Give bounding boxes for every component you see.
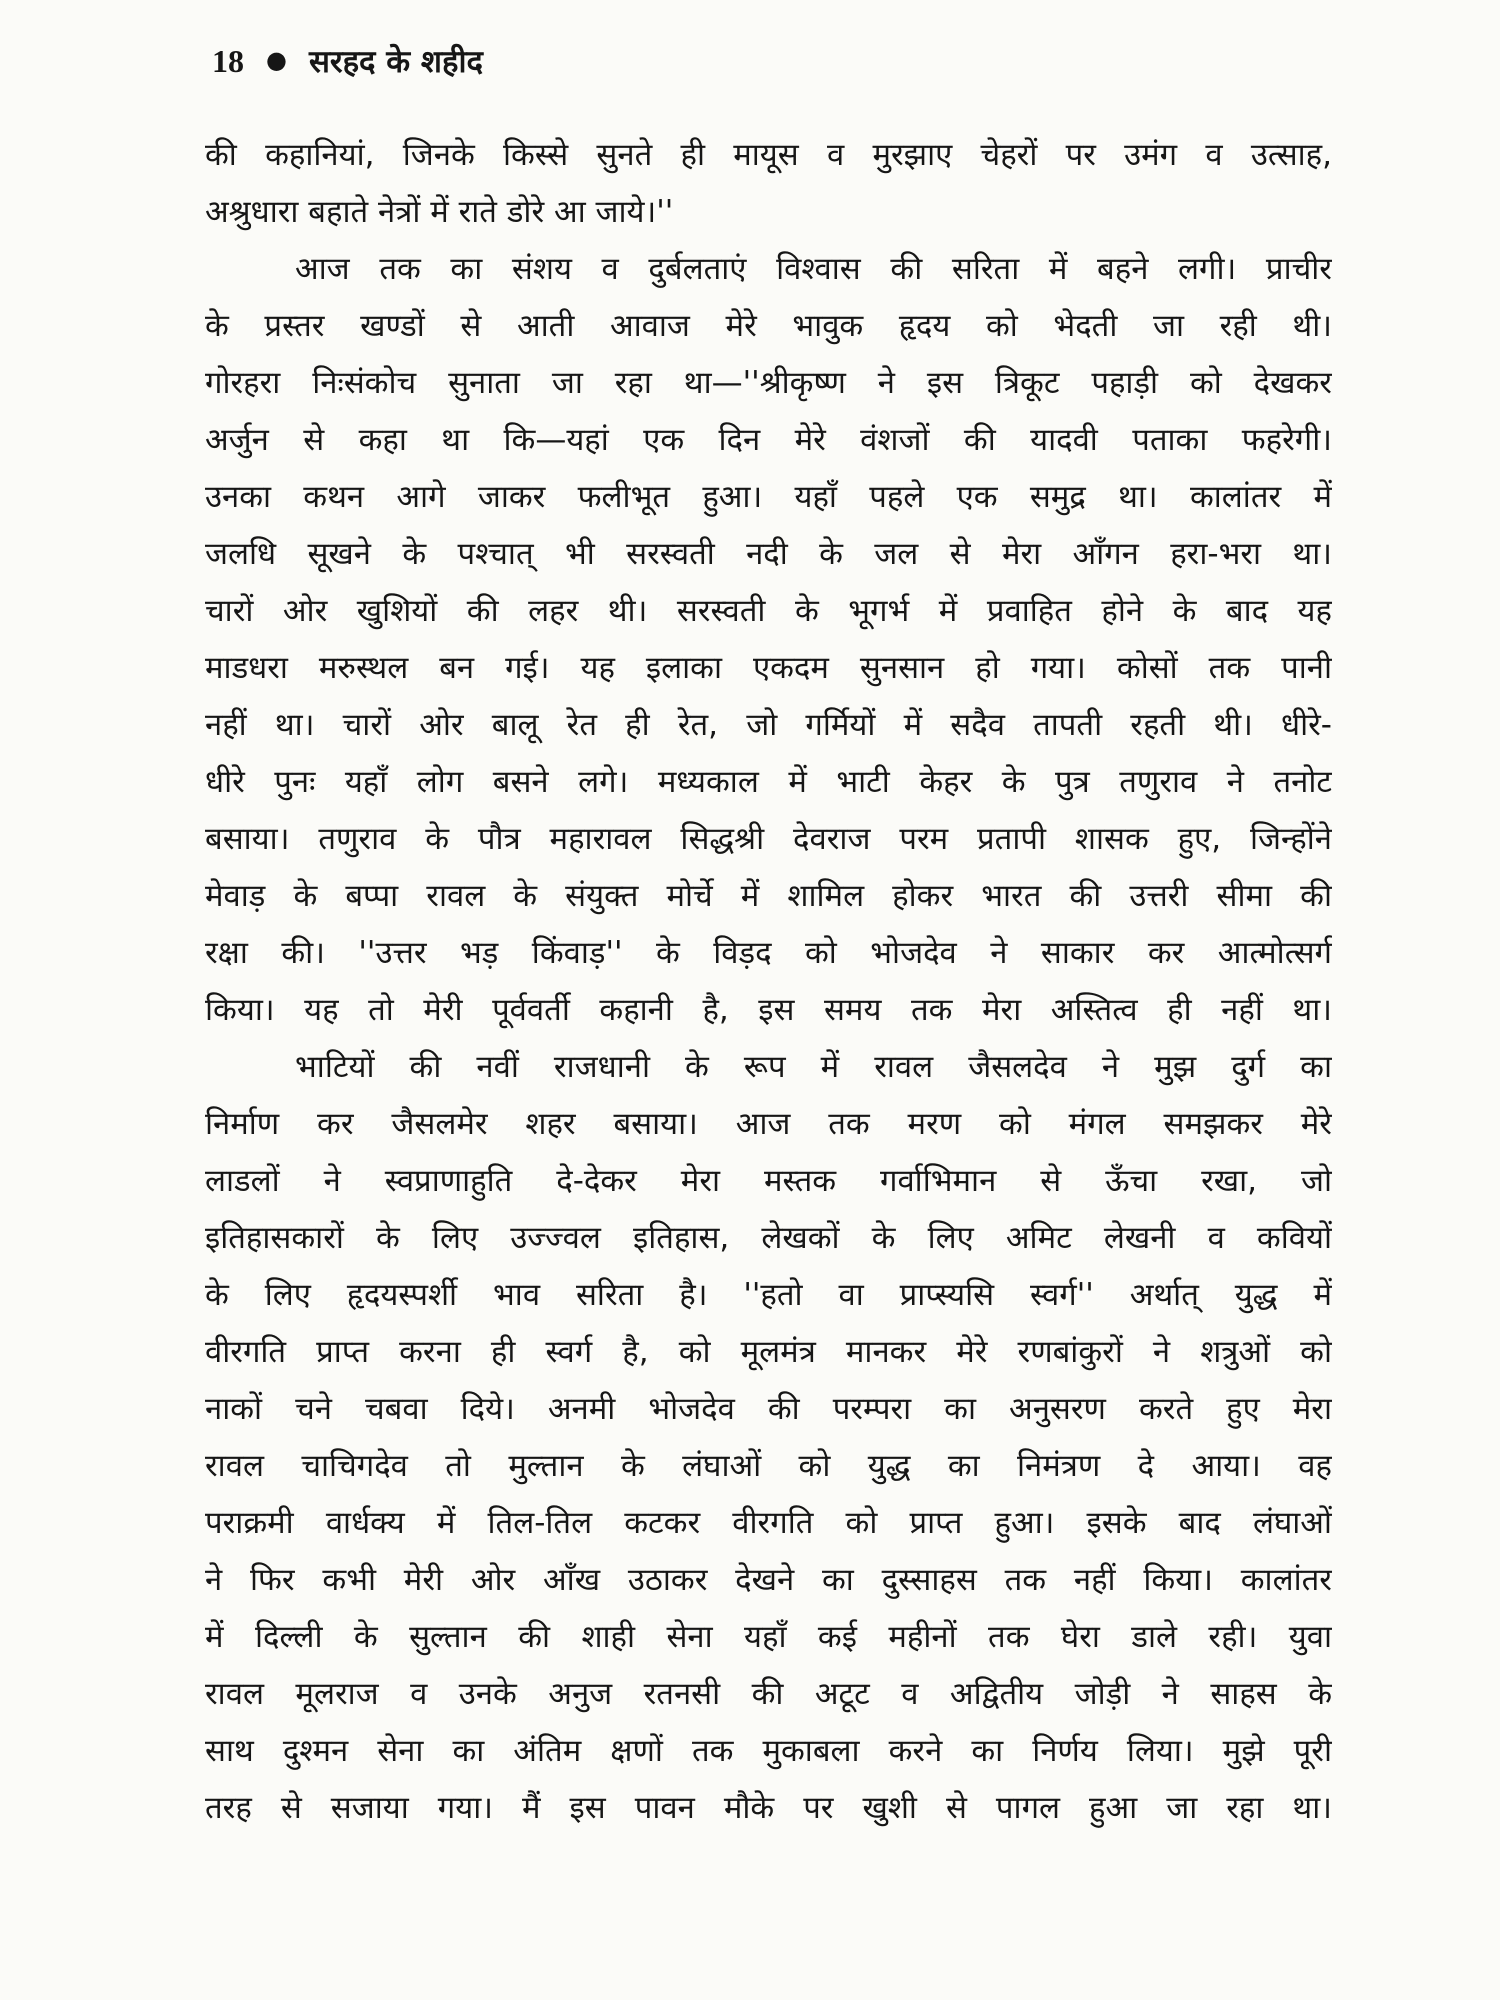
text-line: बसाया। तणुराव के पौत्र महारावल सिद्धश्री देवराज परम प्रतापी शासक हुए, जिन्होंने xyxy=(205,821,1332,857)
text-line: साथ दुश्मन सेना का अंतिम क्षणों तक मुकाबला करने का निर्णय लिया। मुझे पूरी xyxy=(205,1733,1332,1769)
text-line: मेवाड़ के बप्पा रावल के संयुक्त मोर्चे में शामिल होकर भारत की उत्तरी सीमा की xyxy=(205,878,1332,914)
text-line: चारों ओर खुशियों की लहर थी। सरस्वती के भूगर्भ में प्रवाहित होने के बाद यह xyxy=(205,593,1332,629)
text-line: उनका कथन आगे जाकर फलीभूत हुआ। यहाँ पहले एक समुद्र था। कालांतर में xyxy=(205,479,1332,515)
text-line: नहीं था। चारों ओर बालू रेत ही रेत, जो गर्मियों में सदैव तापती रहती थी। धीरे- xyxy=(205,707,1332,743)
book-title: सरहद के शहीद xyxy=(308,44,483,80)
text-line: माडधरा मरुस्थल बन गई। यह इलाका एकदम सुनसान हो गया। कोसों तक पानी xyxy=(205,650,1332,686)
text-line: के लिए हृदयस्पर्शी भाव सरिता है। ''हतो वा प्राप्स्यसि स्वर्ग'' अर्थात् युद्ध में xyxy=(205,1277,1332,1313)
text-line: अर्जुन से कहा था कि—यहां एक दिन मेरे वंशजों की यादवी पताका फहरेगी। xyxy=(205,422,1332,458)
text-line: रावल मूलराज व उनके अनुज रतनसी की अटूट व अद्वितीय जोड़ी ने साहस के xyxy=(205,1676,1332,1712)
text-line: नाकों चने चबवा दिये। अनमी भोजदेव की परम्परा का अनुसरण करते हुए मेरा xyxy=(205,1391,1332,1427)
text-line: तरह से सजाया गया। मैं इस पावन मौके पर खुशी से पागल हुआ जा रहा था। xyxy=(205,1790,1332,1826)
text-line: वीरगति प्राप्त करना ही स्वर्ग है, को मूलमंत्र मानकर मेरे रणबांकुरों ने शत्रुओं को xyxy=(205,1334,1332,1370)
text-line: इतिहासकारों के लिए उज्ज्वल इतिहास, लेखकों के लिए अमिट लेखनी व कवियों xyxy=(205,1220,1332,1256)
header-bullet: ● xyxy=(266,46,287,74)
text-line: धीरे पुनः यहाँ लोग बसने लगे। मध्यकाल में भाटी केहर के पुत्र तणुराव ने तनोट xyxy=(205,764,1332,800)
text-line: के प्रस्तर खण्डों से आती आवाज मेरे भावुक हृदय को भेदती जा रही थी। xyxy=(205,308,1332,344)
text-line: में दिल्ली के सुल्तान की शाही सेना यहाँ कई महीनों तक घेरा डाले रही। युवा xyxy=(205,1619,1332,1655)
text-line: अश्रुधारा बहाते नेत्रों में राते डोरे आ जाये।'' xyxy=(205,194,674,230)
text-line: गोरहरा निःसंकोच सुनाता जा रहा था—''श्रीकृष्ण ने इस त्रिकूट पहाड़ी को देखकर xyxy=(205,365,1332,401)
text-line: की कहानियां, जिनके किस्से सुनते ही मायूस व मुरझाए चेहरों पर उमंग व उत्साह, xyxy=(205,137,1332,173)
text-line: निर्माण कर जैसलमेर शहर बसाया। आज तक मरण को मंगल समझकर मेरे xyxy=(205,1106,1332,1142)
body-text xyxy=(205,127,1332,1837)
text-line: किया। यह तो मेरी पूर्ववर्ती कहानी है, इस समय तक मेरा अस्तित्व ही नहीं था। xyxy=(205,992,1332,1028)
paragraph-start-line: भाटियों की नवीं राजधानी के रूप में रावल जैसलदेव ने मुझ दुर्ग का xyxy=(295,1049,1332,1085)
page-number: 18 xyxy=(212,42,244,79)
text-line: ने फिर कभी मेरी ओर आँख उठाकर देखने का दुस्साहस तक नहीं किया। कालांतर xyxy=(205,1562,1332,1598)
text-line: पराक्रमी वार्धक्य में तिल-तिल कटकर वीरगति को प्राप्त हुआ। इसके बाद लंघाओं xyxy=(205,1505,1332,1541)
text-line: रावल चाचिगदेव तो मुल्तान के लंघाओं को युद्ध का निमंत्रण दे आया। वह xyxy=(205,1448,1332,1484)
text-line: रक्षा की। ''उत्तर भड़ किंवाड़'' के विड़द को भोजदेव ने साकार कर आत्मोत्सर्ग xyxy=(205,935,1332,971)
text-line: लाडलों ने स्वप्राणाहुति दे-देकर मेरा मस्तक गर्वाभिमान से ऊँचा रखा, जो xyxy=(205,1163,1332,1199)
paragraph-start-line: आज तक का संशय व दुर्बलताएं विश्वास की सरिता में बहने लगी। प्राचीर xyxy=(295,251,1332,287)
running-header xyxy=(212,36,483,86)
text-line: जलधि सूखने के पश्चात् भी सरस्वती नदी के जल से मेरा आँगन हरा-भरा था। xyxy=(205,536,1332,572)
